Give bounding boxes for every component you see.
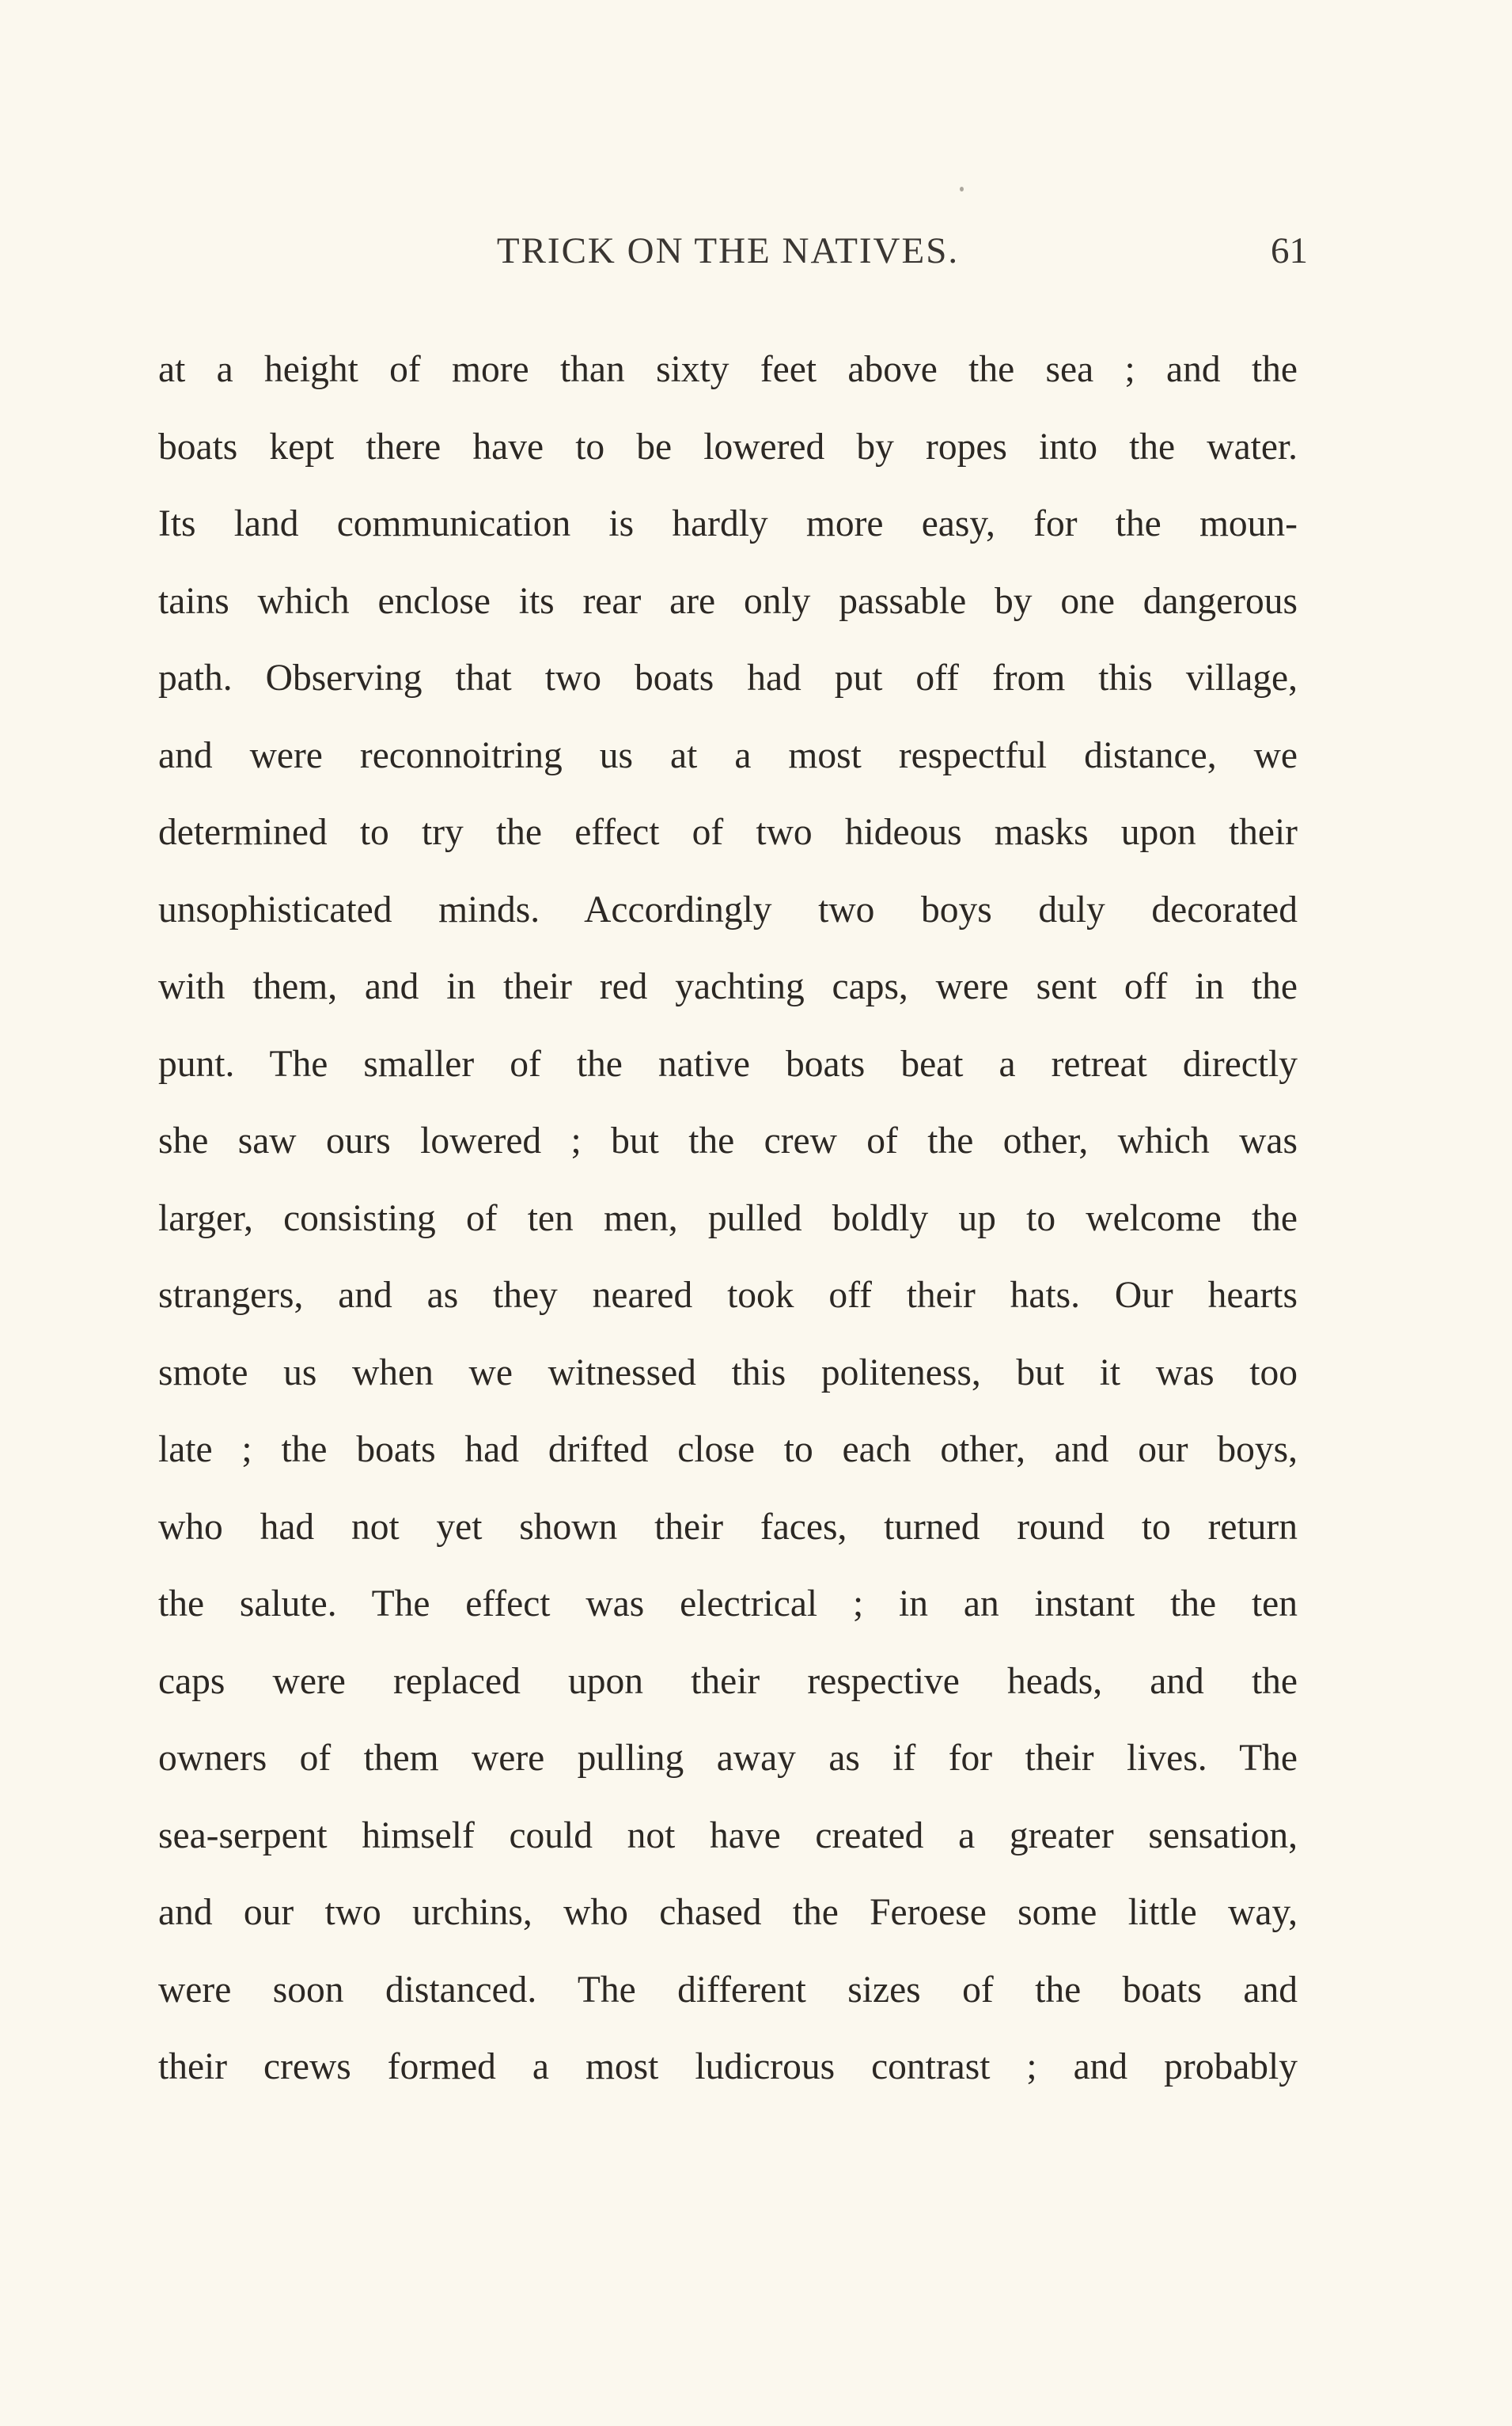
text-line: caps were replaced upon their respective heads, and the (158, 1660, 1298, 1702)
text-line: Its land communication is hardly more easy, for the moun- (158, 503, 1298, 544)
text-line: larger, consisting of ten men, pulled boldly up to welcome the (158, 1197, 1298, 1239)
running-title: TRICK ON THE NATIVES. (496, 230, 960, 271)
text-line: punt. The smaller of the native boats beat a retreat directly (158, 1043, 1298, 1085)
text-line: their crews formed a most ludicrous contrast ; and probably (158, 2046, 1298, 2087)
text-line: with them, and in their red yachting caps, were sent off in the (158, 966, 1298, 1007)
text-line: strangers, and as they neared took off their hats. Our hearts (158, 1275, 1298, 1316)
text-line: unsophisticated minds. Accordingly two boys duly decorated (158, 889, 1298, 931)
text-line: the salute. The effect was electrical ; in an instant the ten (158, 1583, 1298, 1624)
text-line: smote us when we witnessed this politeness, but it was too (158, 1351, 1298, 1393)
text-line: determined to try the effect of two hideous masks upon their (158, 812, 1298, 853)
text-line: owners of them were pulling away as if for their lives. The (158, 1738, 1298, 1779)
running-head (158, 223, 1308, 279)
page-number: 61 (1271, 230, 1308, 271)
text-line: and our two urchins, who chased the Feroese some little way, (158, 1892, 1298, 1933)
text-line: sea-serpent himself could not have created a greater sensation, (158, 1814, 1298, 1856)
text-line: tains which enclose its rear are only passable by one dangerous (158, 580, 1298, 622)
text-line: were soon distanced. The different sizes of the boats and (158, 1969, 1298, 2011)
text-line: late ; the boats had drifted close to each other, and our boys, (158, 1429, 1298, 1470)
body-text (158, 340, 1298, 2115)
text-line: path. Observing that two boats had put off from this village, (158, 658, 1298, 699)
ink-speck (960, 187, 964, 191)
text-line: and were reconnoitring us at a most respectful distance, we (158, 734, 1298, 776)
text-line: she saw ours lowered ; but the crew of the other, which was (158, 1120, 1298, 1162)
text-line: who had not yet shown their faces, turned round to return (158, 1506, 1298, 1548)
text-line: boats kept there have to be lowered by ropes into the water. (158, 426, 1298, 468)
text-line: at a height of more than sixty feet above the sea ; and the (158, 349, 1298, 390)
